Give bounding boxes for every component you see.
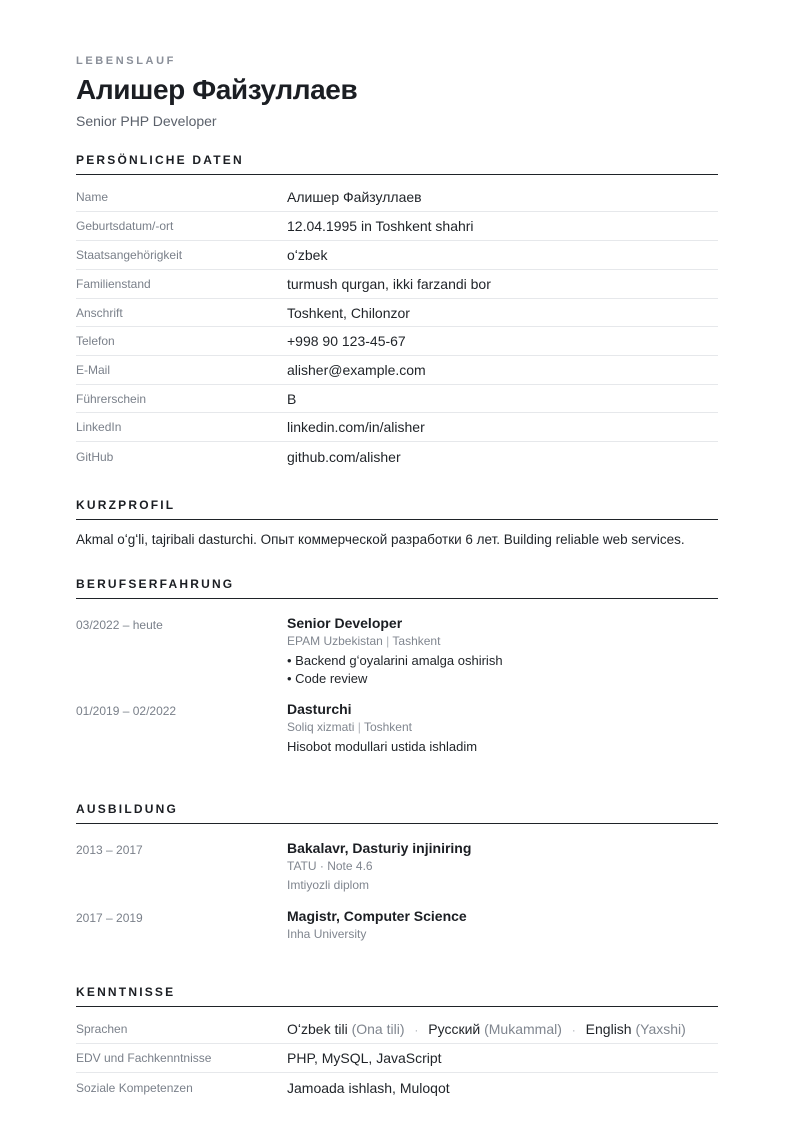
entry-date: 2013 – 2017 bbox=[76, 843, 143, 857]
personal-value: Алишер Файзуллаев bbox=[287, 189, 422, 205]
section-title-profile: KURZPROFIL bbox=[76, 498, 718, 520]
entry-note: Imtiyozli diplom bbox=[287, 878, 370, 892]
language-name: English bbox=[585, 1021, 632, 1037]
personal-label: Führerschein bbox=[76, 391, 147, 406]
personal-value: Toshkent, Chilonzor bbox=[287, 304, 410, 321]
entry-place: Tashkent bbox=[392, 634, 441, 648]
personal-label: Anschrift bbox=[76, 305, 123, 320]
personal-label: GitHub bbox=[76, 449, 114, 464]
entry-body bbox=[287, 701, 718, 754]
personal-row bbox=[76, 270, 718, 299]
entry-institution: TATU · Note 4.6 bbox=[287, 859, 373, 873]
personal-value: B bbox=[287, 390, 297, 407]
personal-label: Staatsangehörigkeit bbox=[76, 248, 183, 262]
personal-label: E-Mail bbox=[76, 363, 111, 377]
language-name: Oʻzbek tili bbox=[287, 1021, 348, 1037]
entry-title: Dasturchi bbox=[287, 701, 352, 717]
entry-date: 01/2019 – 02/2022 bbox=[76, 704, 177, 718]
personal-value: turmush qurgan, ikki farzandi bor bbox=[287, 276, 491, 292]
personal-value: linkedin.com/in/alisher bbox=[287, 419, 425, 435]
entry-title: Senior Developer bbox=[287, 615, 403, 631]
personal-value: github.com/alisher bbox=[287, 448, 401, 465]
language-level: (Ona tili) bbox=[351, 1021, 405, 1037]
separator-dot: · bbox=[571, 1023, 576, 1037]
personal-row bbox=[76, 212, 718, 241]
entry-company-line bbox=[287, 720, 718, 734]
education-entry bbox=[76, 840, 718, 892]
entry-separator: | bbox=[357, 720, 361, 734]
personal-value: alisher@example.com bbox=[287, 362, 426, 378]
separator-dot: · bbox=[414, 1023, 419, 1037]
skills-label: EDV und Fachkenntnisse bbox=[76, 1051, 212, 1065]
personal-value: +998 90 123-45-67 bbox=[287, 333, 406, 349]
skills-value: Jamoada ishlash, Muloqot bbox=[287, 1079, 450, 1096]
personal-row bbox=[76, 241, 718, 270]
skills-row-social bbox=[76, 1073, 718, 1102]
personal-value: oʻzbek bbox=[287, 247, 328, 263]
personal-value: 12.04.1995 in Toshkent shahri bbox=[287, 218, 474, 234]
personal-row bbox=[76, 327, 718, 356]
person-name: Алишер Файзуллаев bbox=[76, 74, 358, 105]
entry-body bbox=[287, 615, 718, 686]
section-title-education: AUSBILDUNG bbox=[76, 802, 718, 824]
skills-row-languages bbox=[76, 1007, 718, 1044]
profile-section bbox=[76, 498, 718, 547]
entry-company: Soliq xizmati bbox=[287, 720, 355, 734]
skills-section bbox=[76, 985, 718, 1102]
section-title-skills: KENNTNISSE bbox=[76, 985, 718, 1007]
personal-label: Familienstand bbox=[76, 277, 151, 291]
section-title-personal: PERSÖNLICHE DATEN bbox=[76, 153, 718, 175]
entry-date: 2017 – 2019 bbox=[76, 911, 143, 925]
personal-row bbox=[76, 175, 718, 212]
personal-label: Geburtsdatum/-ort bbox=[76, 219, 174, 233]
language-level: (Mukammal) bbox=[484, 1021, 562, 1037]
entry-title: Magistr, Computer Science bbox=[287, 908, 467, 924]
entry-company: EPAM Uzbekistan bbox=[287, 634, 383, 648]
skills-label: Sprachen bbox=[76, 1022, 128, 1036]
entry-institution: Inha University bbox=[287, 927, 367, 941]
education-entry bbox=[76, 908, 718, 941]
entry-body bbox=[287, 908, 718, 941]
experience-entry bbox=[76, 615, 718, 686]
experience-section bbox=[76, 577, 718, 754]
section-title-experience: BERUFSERFAHRUNG bbox=[76, 577, 718, 599]
personal-row bbox=[76, 385, 718, 413]
language-level: (Yaxshi) bbox=[635, 1021, 686, 1037]
personal-row bbox=[76, 356, 718, 385]
education-section bbox=[76, 802, 718, 941]
skills-table bbox=[76, 1007, 718, 1102]
personal-label: Telefon bbox=[76, 334, 115, 348]
skills-value: PHP, MySQL, JavaScript bbox=[287, 1050, 442, 1066]
experience-entry bbox=[76, 701, 718, 754]
personal-row bbox=[76, 442, 718, 471]
skills-label: Soziale Kompetenzen bbox=[76, 1080, 193, 1095]
skills-row-it bbox=[76, 1044, 718, 1073]
personal-table bbox=[76, 175, 718, 471]
entry-bullet: • Code review bbox=[287, 671, 368, 686]
personal-label: LinkedIn bbox=[76, 420, 122, 434]
language-name: Русский bbox=[428, 1021, 481, 1037]
personal-label: Name bbox=[76, 190, 109, 204]
entry-date: 03/2022 – heute bbox=[76, 618, 163, 632]
profile-text: Akmal oʻgʻli, tajribali dasturchi. Опыт коммерческой разработки 6 лет. Building reliable web services. bbox=[76, 532, 685, 547]
document-kicker: LEBENSLAUF bbox=[76, 55, 176, 67]
person-role: Senior PHP Developer bbox=[76, 113, 217, 129]
personal-row bbox=[76, 413, 718, 442]
entry-line: Hisobot modullari ustida ishladim bbox=[287, 739, 478, 754]
entry-title: Bakalavr, Dasturiy injiniring bbox=[287, 840, 472, 856]
entry-body bbox=[287, 840, 718, 892]
languages-list bbox=[287, 1021, 686, 1037]
personal-section bbox=[76, 153, 718, 471]
entry-company-line bbox=[287, 634, 718, 648]
entry-separator: | bbox=[386, 634, 390, 648]
entry-place: Toshkent bbox=[363, 720, 412, 734]
personal-row bbox=[76, 299, 718, 327]
entry-bullet: • Backend gʻoyalarini amalga oshirish bbox=[287, 653, 503, 668]
